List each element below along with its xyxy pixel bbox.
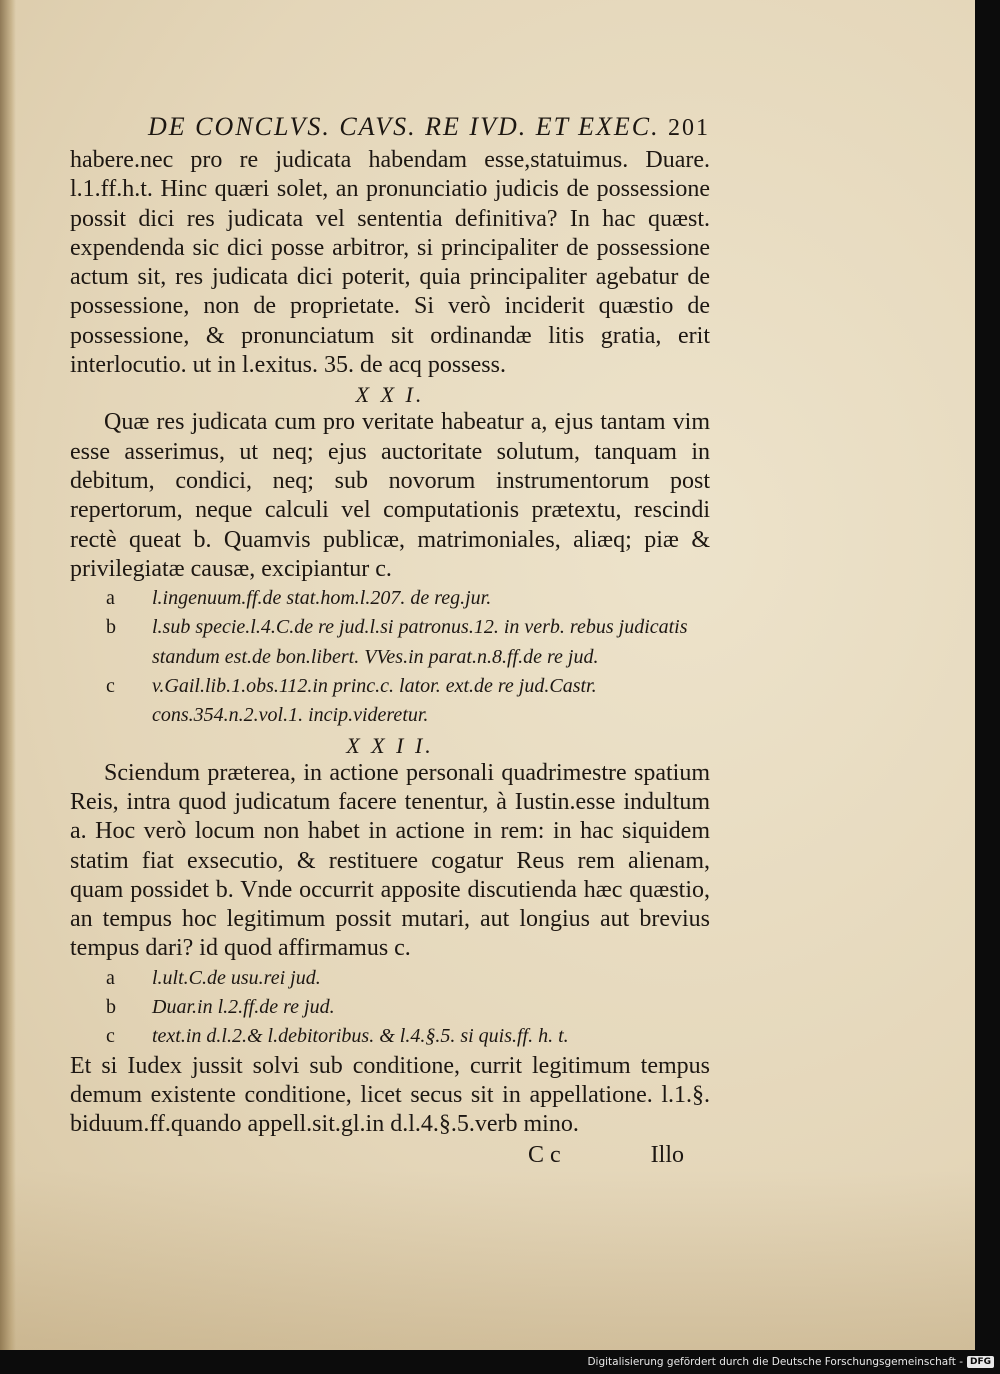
footnote-mark: a: [106, 966, 115, 989]
footnotes-xxii: [70, 964, 710, 1052]
section-heading-xxii: X X I I.: [346, 732, 434, 758]
footnotes-xxi: [70, 584, 710, 730]
footnote-mark: a: [106, 587, 115, 610]
footnote-text: l.ult.C.de usu.rei jud.: [152, 966, 321, 989]
page-number: 201: [668, 115, 710, 141]
footnote-text: l.sub specie.l.4.C.de re jud.l.si patronus.12. in verb. rebus judicatis standum est.de bon.libert. VVes.in parat.n.8.ff.de re jud.: [152, 616, 688, 668]
page-header: [148, 112, 710, 142]
footnote-text: Duar.in l.2.ff.de re jud.: [152, 996, 335, 1019]
paragraph-4: Et si Iudex jussit solvi sub conditione, currit legitimum tempus demum existente conditione, licet secus sit in appellatione. l.1.§. biduum.ff.quando appell.sit.gl.in d.l.4.§.5.verb mino.: [70, 1052, 710, 1138]
page-spine-shadow: [0, 0, 16, 1350]
paragraph-3: Sciendum præterea, in actione personali quadrimestre spatium Reis, intra quod judicatum facere tenentur, à Iustin.esse indultum a. Hoc verò locum non habet in actione in rem: in hac siquidem statim fiat exsecutio, & restituere cogatur Reus rem alienam, quam possidet b. Vnde occurrit apposite discutienda hæc quæstio, an tempus hoc legitimum possit mutari, aut longius aut brevius tempus dari? id quod affirmamus c.: [70, 759, 710, 962]
paragraph-2: Quæ res judicata cum pro veritate habeatur a, ejus tantam vim esse asserimus, ut neq; ejus auctoritate solutum, tanquam in debitum, condici, neq; sub novorum instrumentorum post repertorum, neque calculi vel computationis prætextu, rescindi rectè queat b. Quamvis publicæ, matrimoniales, aliæq; piæ & privilegiatæ causæ, excipiantur c.: [70, 409, 710, 582]
footnote-text: l.ingenuum.ff.de stat.hom.l.207. de reg.jur.: [152, 587, 492, 610]
footnote: [70, 672, 710, 731]
page-tail: [70, 1142, 710, 1169]
catchword: Illo: [650, 1141, 684, 1168]
footer-credit: Digitalisierung gefördert durch die Deutsche Forschungsgemeinschaft -: [587, 1356, 963, 1368]
running-head: DE CONCLVS. CAVS. RE IVD. ET EXEC.: [148, 112, 660, 141]
footnote-mark: b: [106, 616, 116, 639]
footnote: [70, 584, 710, 613]
page-stain: [0, 1170, 975, 1350]
paragraph-1: habere.nec pro re judicata habendam esse,statuimus. Duare. l.1.ff.h.t. Hinc quæri solet, an pronunciatio judicis de possessione possit dici res judicata vel sententia definitiva? In hac quæst. expendenda sic dici posse arbitror, si principaliter de possessione actum sit, res judicata dici poterit, quia principaliter agebatur de possessione, non de proprietate. Si verò inciderit quæstio de possessione, & pronunciatum sit ordinandæ litis gratia, erit interlocutio. ut in l.exitus. 35. de acq possess.: [70, 147, 710, 379]
footnote: [70, 993, 710, 1022]
page-content: [70, 112, 710, 1169]
footnote-text: text.in d.l.2.& l.debitoribus. & l.4.§.5. si quis.ff. h. t.: [152, 1025, 569, 1048]
footnote: [70, 964, 710, 993]
footnote-mark: b: [106, 996, 116, 1019]
footnote: [70, 613, 710, 672]
signature-mark: C c: [528, 1141, 561, 1168]
footnote-mark: c: [106, 675, 115, 698]
digitization-footer: [587, 1356, 994, 1368]
footnote: [70, 1022, 710, 1051]
footnote-mark: c: [106, 1025, 115, 1048]
section-heading-xxi: X X I.: [355, 382, 425, 408]
dfg-logo-icon: DFG: [967, 1356, 994, 1368]
footnote-text: v.Gail.lib.1.obs.112.in princ.c. lator. ext.de re jud.Castr. cons.354.n.2.vol.1. incip.videretur.: [152, 675, 597, 727]
